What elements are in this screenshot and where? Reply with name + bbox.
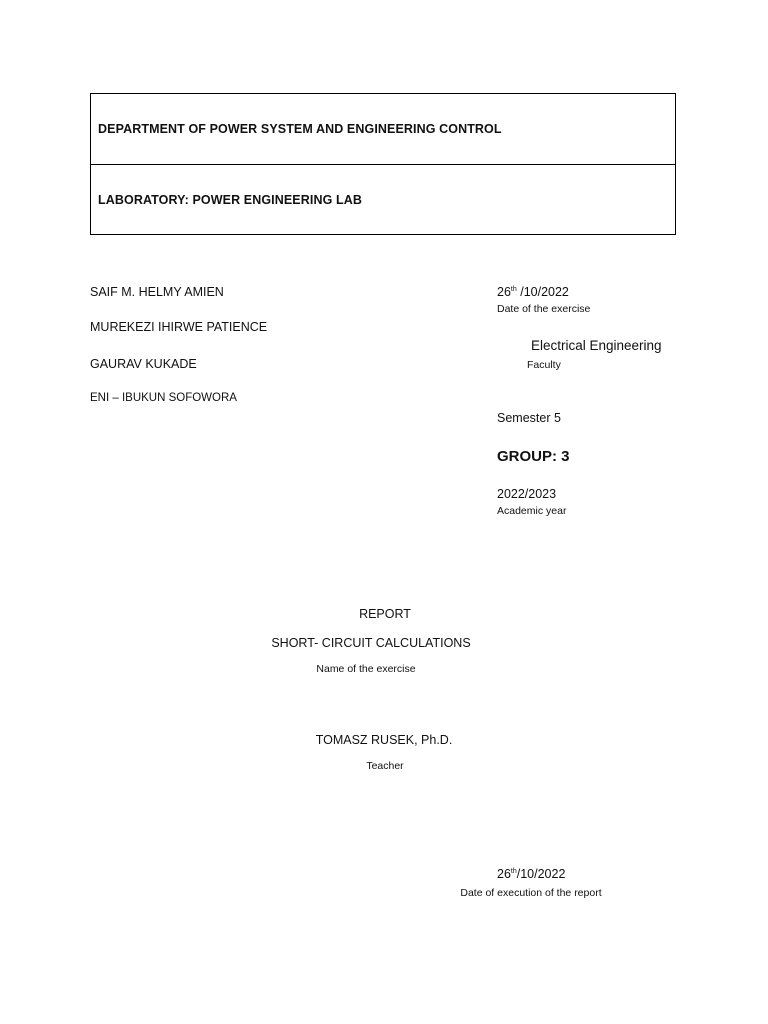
- faculty-caption: Faculty: [527, 359, 561, 371]
- exercise-date-rest: /10/2022: [516, 285, 569, 299]
- academic-year-caption: Academic year: [497, 505, 567, 517]
- semester: Semester 5: [497, 411, 561, 425]
- report-label: REPORT: [359, 607, 411, 621]
- exercise-date: [497, 285, 569, 299]
- report-date-suffix: th: [510, 867, 517, 875]
- exercise-name-caption: Name of the exercise: [316, 663, 416, 675]
- exercise-date-caption: Date of the exercise: [497, 303, 591, 315]
- exercise-date-suffix: th: [510, 285, 517, 293]
- exercise-name: SHORT- CIRCUIT CALCULATIONS: [271, 636, 471, 650]
- faculty-name: Electrical Engineering: [531, 338, 662, 353]
- group-number: GROUP: 3: [497, 448, 570, 465]
- exercise-date-day: 26: [497, 285, 511, 299]
- report-date-day: 26: [497, 867, 511, 881]
- report-date-caption: Date of execution of the report: [460, 887, 602, 899]
- department-title: DEPARTMENT OF POWER SYSTEM AND ENGINEERING CONTROL: [98, 122, 502, 136]
- report-date: [497, 867, 565, 881]
- teacher-caption: Teacher: [366, 760, 404, 772]
- student-name-4: ENI – IBUKUN SOFOWORA: [90, 392, 237, 404]
- student-name-1: SAIF M. HELMY AMIEN: [90, 285, 224, 299]
- laboratory-title: LABORATORY: POWER ENGINEERING LAB: [98, 193, 362, 207]
- teacher-name: TOMASZ RUSEK, Ph.D.: [315, 733, 453, 747]
- academic-year-value: 2022/2023: [497, 487, 557, 501]
- student-name-2: MUREKEZI IHIRWE PATIENCE: [90, 320, 268, 334]
- report-date-rest: /10/2022: [516, 867, 566, 881]
- department-row: [91, 94, 675, 165]
- laboratory-row: [91, 165, 675, 236]
- header-table: [90, 93, 676, 235]
- student-name-3: GAURAV KUKADE: [90, 357, 197, 371]
